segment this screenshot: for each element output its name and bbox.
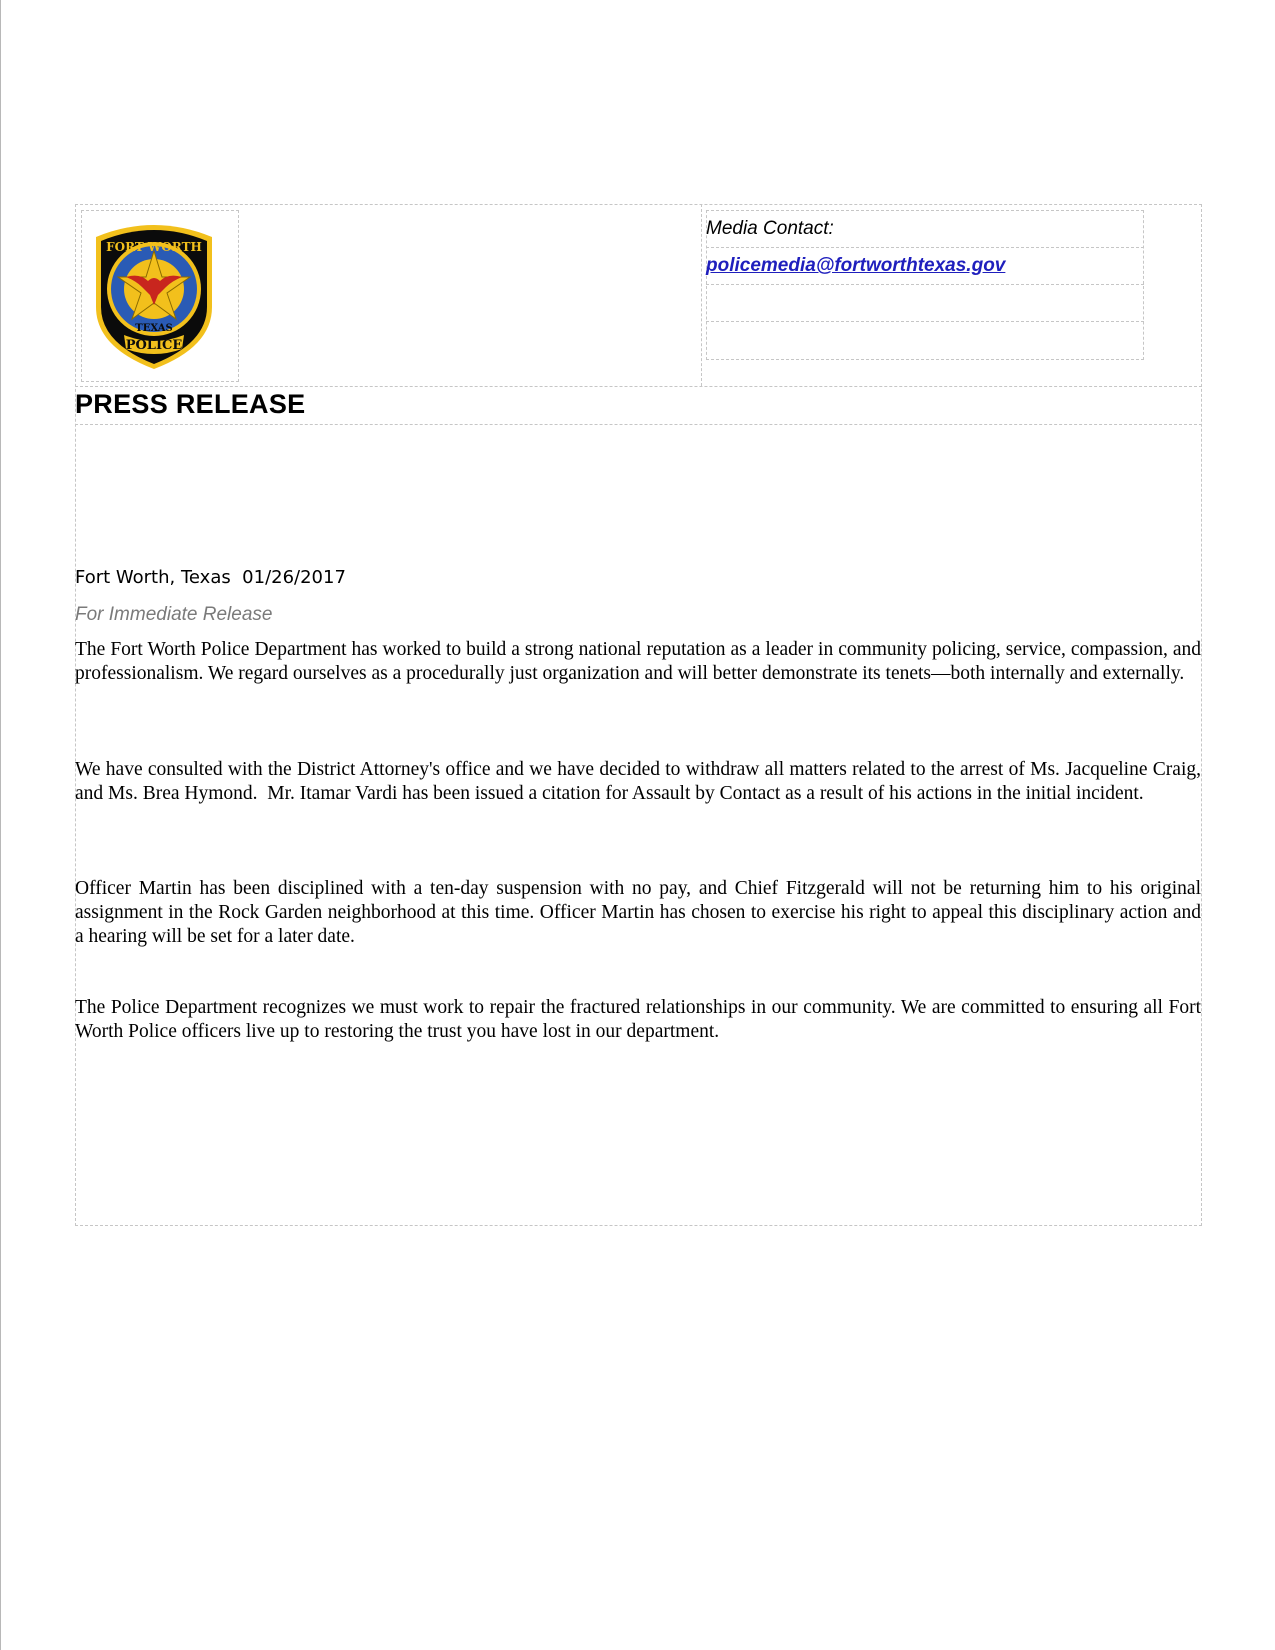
header-row-divider <box>75 386 1202 387</box>
header-column-divider <box>701 204 702 386</box>
media-row-divider-1 <box>706 247 1144 248</box>
body-paragraph-1: The Fort Worth Police Department has worked to build a strong national reputation as a leader in community policing, service, compassion, and professionalism. We regard ourselves as a procedurally just organization and will better demonstrate its tenets—both internally and externally. <box>75 639 1201 684</box>
title-row-divider <box>75 424 1202 425</box>
media-row-divider-3 <box>706 321 1144 322</box>
body-paragraph-3: Officer Martin has been disciplined with a ten-day suspension with no pay, and Chief Fitzgerald will not be returning him to his original assignment in the Rock Garden neighborhood at this time. Officer Martin has chosen to exercise his right to appeal this disciplinary action and a hearing will be set for a later date. <box>75 878 1201 947</box>
page-title: PRESS RELEASE <box>75 389 306 419</box>
badge-text-mid: TEXAS <box>135 323 173 334</box>
badge-text-top: FORT WORTH <box>106 240 202 254</box>
media-row-divider-2 <box>706 284 1144 285</box>
badge-text-bottom: POLICE <box>125 338 183 353</box>
body-paragraph-4: The Police Department recognizes we must work to repair the fractured relationships in our community. We are committed to ensuring all Fort Worth Police officers live up to restoring the trust you have lost in our department. <box>75 997 1201 1042</box>
fort-worth-police-badge-icon <box>86 215 222 371</box>
media-contact-email-link[interactable]: policemedia@fortworthtexas.gov <box>706 255 1006 276</box>
page-edge <box>0 0 1 1650</box>
body-paragraph-2: We have consulted with the District Attorney's office and we have decided to withdraw all matters related to the arrest of Ms. Jacqueline Craig, and Ms. Brea Hymond. Mr. Itamar Vardi has been issued a citation for Assault by Contact as a result of his actions in the initial incident. <box>75 759 1206 804</box>
release-note: For Immediate Release <box>75 604 273 625</box>
media-contact-label: Media Contact: <box>706 218 834 239</box>
dateline: Fort Worth, Texas 01/26/2017 <box>75 567 346 588</box>
